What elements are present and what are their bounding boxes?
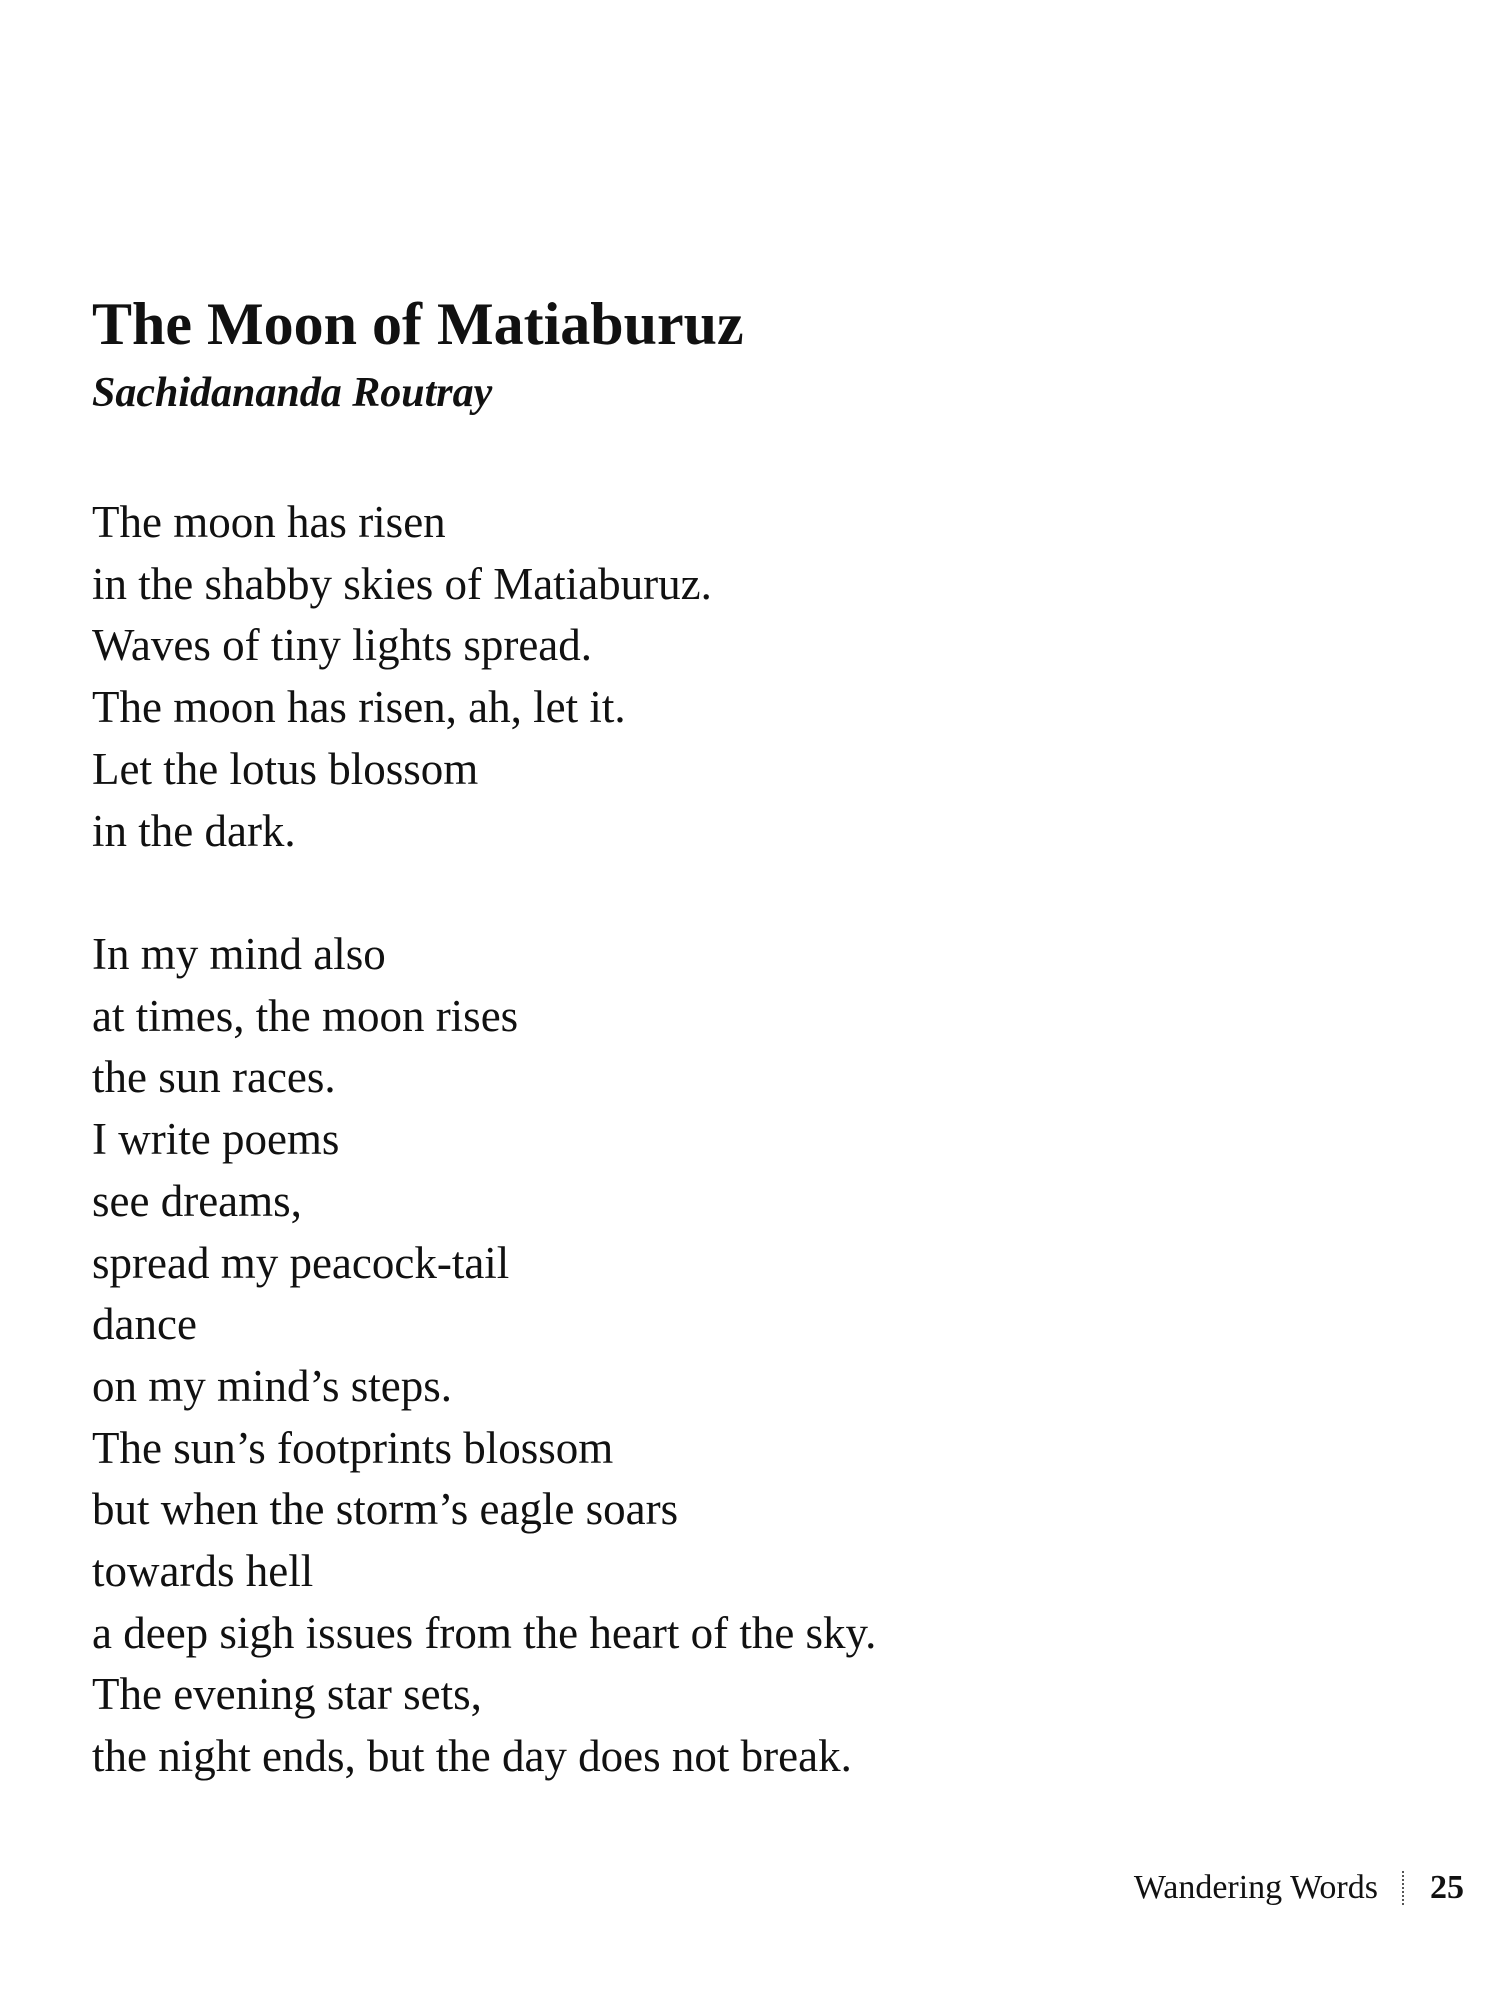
poem-line: a deep sigh issues from the heart of the sky. [92,1607,877,1658]
footer-separator [1402,1871,1406,1905]
poem-author: Sachidananda Routray [92,370,493,416]
page-number: 25 [1430,1869,1464,1906]
poem-line: The sun’s footprints blossom [92,1422,614,1473]
poem-line: in the dark. [92,805,296,856]
stanza-1 [92,492,712,862]
poem-line: towards hell [92,1546,314,1597]
poem-line: at times, the moon rises [92,990,519,1041]
poem-line: The moon has risen, ah, let it. [92,682,626,733]
page-footer [1134,1866,1464,1910]
poem-line: I write poems [92,1114,340,1165]
poem-line: Waves of tiny lights spread. [92,620,593,671]
poem-line: see dreams, [92,1175,302,1226]
poem-line: dance [92,1299,197,1350]
poem-line: on my mind’s steps. [92,1360,453,1411]
poem-line: The evening star sets, [92,1669,482,1720]
poem-line: spread my peacock-tail [92,1237,510,1288]
poem-line: the sun races. [92,1052,336,1103]
poem-line: the night ends, but the day does not break. [92,1731,852,1782]
stanza-2 [92,924,876,1788]
poem-line: The moon has risen [92,497,446,547]
poem-line: Let the lotus blossom [92,743,479,794]
poem-title: The Moon of Matiaburuz [92,291,744,357]
running-title: Wandering Words [1133,1869,1378,1906]
poem-line: but when the storm’s eagle soars [92,1484,679,1535]
poem-line: In my mind also [92,929,386,979]
poem-line: in the shabby skies of Matiaburuz. [92,558,712,609]
